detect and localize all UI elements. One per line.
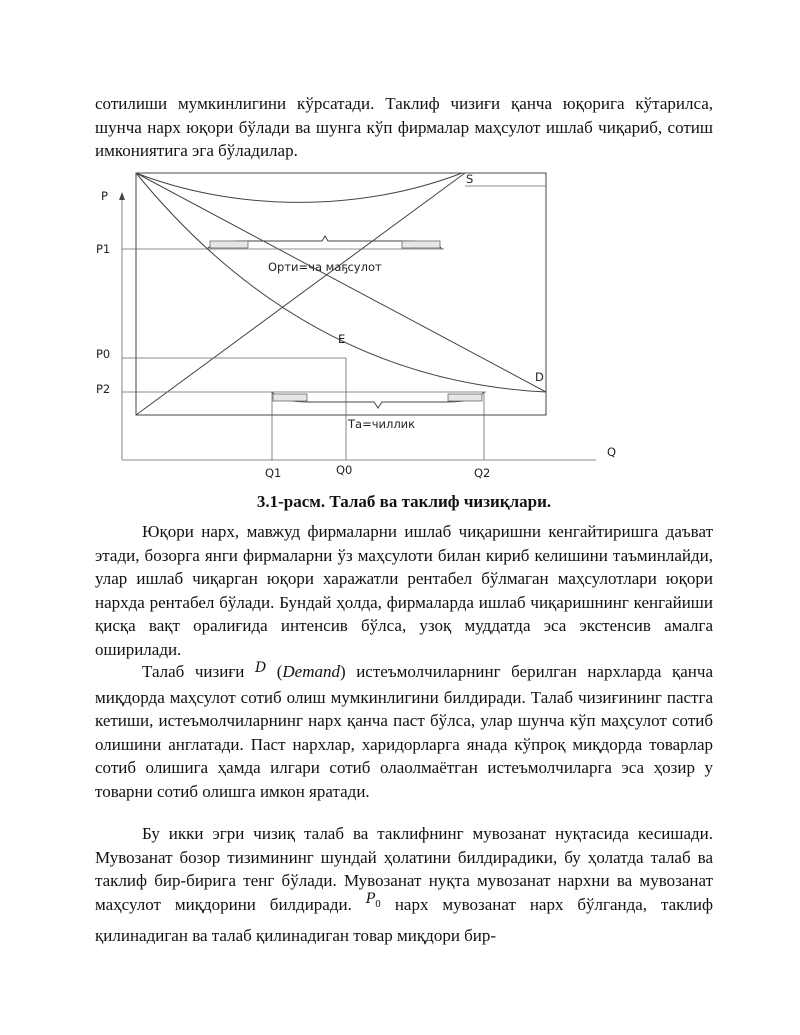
supply-line (136, 173, 465, 415)
p1-label: P1 (96, 242, 111, 256)
surplus-brace-end-right (402, 241, 440, 248)
intro-paragraph: сотилиши мумкинлигини кўрсатади. Таклиф чизиғи қанча юқорига кўтарилса, шунча нарх юқори бўлади ва шунга кўп фирмалар маҳсулот ишлаб чиқариб, сотиш имкониятига эга бўладилар. (95, 94, 713, 161)
axis-p-label: P (101, 189, 108, 203)
p0-symbol-subscript: 0 (375, 899, 381, 910)
p0-symbol (365, 890, 381, 910)
p0-symbol-letter: P (365, 890, 376, 907)
figure-caption: 3.1-расм. Талаб ва таклиф чизиқлари. (256, 492, 552, 511)
q1-label: Q1 (265, 466, 282, 480)
p2-label: P2 (96, 382, 111, 396)
axis-q-label: Q (607, 445, 617, 459)
ellipse-curve (136, 173, 462, 202)
paragraph-4 (95, 822, 713, 948)
shortage-label: Та=чиллик (348, 417, 416, 431)
shortage-brace-end-right (448, 394, 482, 401)
figure-frame (136, 173, 546, 415)
surplus-brace-end-left (210, 241, 248, 248)
p3-open-paren: ( (276, 662, 283, 681)
supply-demand-figure (0, 0, 800, 500)
p3-lead: Талаб чизиғи (142, 662, 245, 681)
demand-symbol: D (254, 660, 267, 676)
q2-label: Q2 (474, 466, 491, 480)
shortage-brace-end-left (273, 394, 307, 401)
p3-rest: ) истеъмолчиларнинг берилган нархларда қанча миқдорда маҳсулот сотиб олиш мумкинлигини билдиради. Талаб чизиғининг пастга кетиши, истеъмолчиларнинг нарх қанча паст бўлса, улар шунча кўп маҳсулот сотиб олишини англатади. Паст нархлар, харидорларга янада кўпроқ миқдорда товарлар сотиб олишига ҳамда илгари сотиб олаолмаётган истеъмолчиларга эса ҳозир у товарни сотиб олишга имкон яратади. (95, 662, 714, 801)
demand-label: D (535, 370, 544, 384)
equilibrium-label: E (338, 332, 346, 346)
p-axis-arrow-icon (119, 192, 125, 200)
p0-label: P0 (96, 347, 111, 361)
surplus-label: Орти=ча маҕсулот (268, 260, 382, 274)
demand-line (136, 173, 546, 392)
p4-before: Бу икки эгри чизиқ талаб ва таклифнинг мувозанат нуқтасида кесишади. Мувозанат бозор тизимининг шундай ҳолатини билдирадики, бу ҳолатда талаб ва таклиф бир-бирига тенг бўлади. Мувозанат нуқта мувозанат нархни ва мувозанат маҳсулот миқдорини билдиради. (95, 824, 713, 914)
paragraph-2: Юқори нарх, мавжуд фирмаларни ишлаб чиқаришни кенгайтиришга даъват этади, бозорга янги фирмаларни ўз маҳсулоти билан кириб келишини таъминлайди, улар ишлаб чиқарган юқори харажатли рентабел бўлмаган маҳсулотлари юқори нархда рентабел бўлади. Бундай ҳолда, фирмаларда ишлаб чиқаришнинг кенгайиши қисқа вақт оралиғида интенсив бўлса, узоқ муддатда эса экстенсив амалга оширилади. (95, 522, 713, 659)
paragraph-3 (95, 660, 713, 804)
q0-label: Q0 (336, 463, 353, 477)
p4-after: нарх мувозанат нарх бўлганда, таклиф қилинадиган ва талаб қилинадиган товар миқдори бир- (95, 894, 714, 946)
p3-term: Demand (282, 662, 341, 681)
supply-label: S (466, 172, 474, 186)
